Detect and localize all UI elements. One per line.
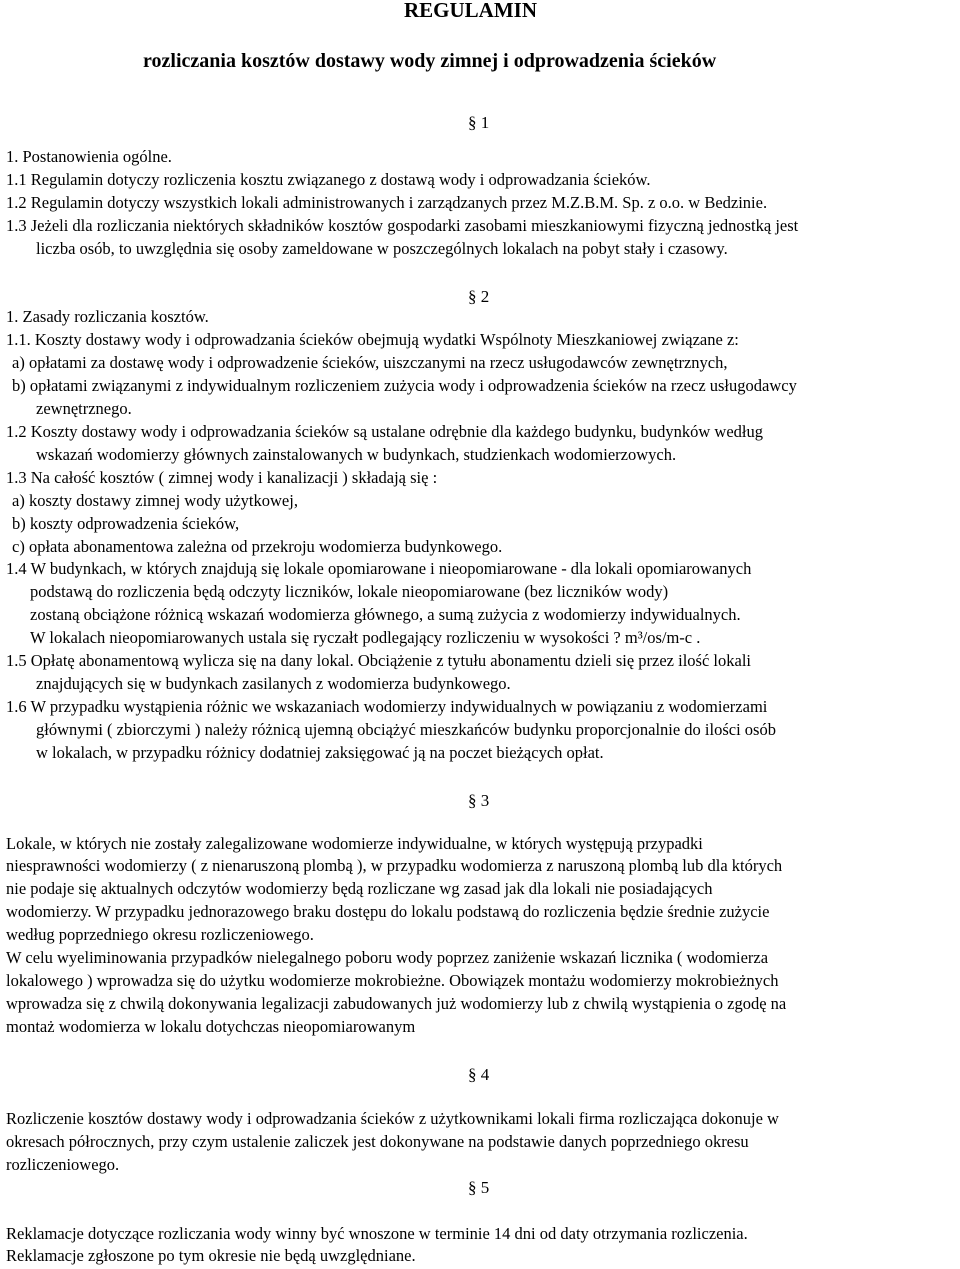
- section-heading-2: § 2: [468, 287, 490, 306]
- section-5-line: Reklamacje zgłoszone po tym okresie nie będą uwzględniane.: [6, 1246, 416, 1265]
- section-2-line: podstawą do rozliczenia będą odczyty liczników, lokale nieopomiarowane (bez liczników wody): [30, 582, 669, 601]
- section-2-line: 1.3 Na całość kosztów ( zimnej wody i kanalizacji ) składają się :: [6, 468, 438, 487]
- section-2-line: 1.2 Koszty dostawy wody i odprowadzania ścieków są ustalane odrębnie dla każdego budynku, budynków według: [6, 422, 763, 441]
- section-3-line: Lokale, w których nie zostały zalegalizowane wodomierze indywidualne, w których występują przypadki: [6, 834, 703, 853]
- section-3-line: lokalowego ) wprowadza się do użytku wodomierze mokrobieżne. Obowiązek montażu wodomierzy mokrobieżnych: [6, 971, 779, 990]
- section-1-line: 1. Postanowienia ogólne.: [6, 147, 172, 166]
- section-2-line: b) opłatami związanymi z indywidualnym rozliczeniem zużycia wody i odprowadzenia ścieków na rzecz usługodawcy: [12, 376, 797, 395]
- section-2-line: b) koszty odprowadzenia ścieków,: [12, 514, 240, 533]
- section-1-line: liczba osób, to uwzględnia się osoby zameldowane w poszczególnych lokalach na pobyt stały i czasowy.: [36, 239, 728, 258]
- section-heading-4: § 4: [468, 1065, 490, 1084]
- section-3-line: montaż wodomierza w lokalu dotychczas nieopomiarowanym: [6, 1017, 416, 1036]
- section-2-line: a) koszty dostawy zimnej wody użytkowej,: [12, 491, 298, 510]
- section-1-line: 1.3 Jeżeli dla rozliczania niektórych składników kosztów gospodarki zasobami mieszkaniowymi fizyczną jednostką jest: [6, 216, 799, 235]
- section-1-line: 1.1 Regulamin dotyczy rozliczenia kosztu związanego z dostawą wody i odprowadzania ścieków.: [6, 170, 651, 189]
- section-3-line: niesprawności wodomierzy ( z nienaruszoną plombą ), w przypadku wodomierza z naruszoną plombą lub dla których: [6, 856, 783, 875]
- section-2-line: 1.6 W przypadku wystąpienia różnic we wskazaniach wodomierzy indywidualnych w powiązaniu z wodomierzami: [6, 697, 768, 716]
- section-2-line: w lokalach, w przypadku różnicy dodatniej zaksięgować ją na poczet bieżących opłat.: [36, 743, 604, 762]
- section-2-line: zostaną obciążone różnicą wskazań wodomierza głównego, a sumą zużycia z wodomierzy indywidualnych.: [30, 605, 741, 624]
- section-3-line: według poprzedniego okresu rozliczeniowego.: [6, 925, 314, 944]
- section-2-line: 1.5 Opłatę abonamentową wylicza się na dany lokal. Obciążenie z tytułu abonamentu dzieli się przez ilość lokali: [6, 651, 751, 670]
- section-5-line: Reklamacje dotyczące rozliczania wody winny być wnoszone w terminie 14 dni od daty otrzymania rozliczenia.: [6, 1224, 748, 1243]
- section-2-line: zewnętrznego.: [36, 399, 132, 418]
- section-2-line: 1. Zasady rozliczania kosztów.: [6, 307, 209, 326]
- section-2-line: W lokalach nieopomiarowanych ustala się ryczałt podlegający rozliczeniu w wysokości ? m³/os/m-c .: [30, 628, 701, 647]
- section-2-line: c) opłata abonamentowa zależna od przekroju wodomierza budynkowego.: [12, 537, 503, 556]
- section-2-line: znajdujących się w budynkach zasilanych z wodomierza budynkowego.: [36, 674, 511, 693]
- section-1-line: 1.2 Regulamin dotyczy wszystkich lokali administrowanych i zarządzanych przez M.Z.B.M. Sp. z o.o. w Bedzinie.: [6, 193, 768, 212]
- section-heading-3: § 3: [468, 791, 490, 810]
- section-4-line: rozliczeniowego.: [6, 1155, 120, 1174]
- section-3-line: wprowadza się z chwilą dokonywania legalizacji zabudowanych już wodomierzy lub z chwilą wystąpienia o zgodę na: [6, 994, 787, 1013]
- section-4-line: okresach półrocznych, przy czym ustalenie zaliczek jest dokonywane na podstawie danych poprzedniego okresu: [6, 1132, 749, 1151]
- section-2-line: 1.1. Koszty dostawy wody i odprowadzania ścieków obejmują wydatki Wspólnoty Mieszkaniowej związane z:: [6, 330, 739, 349]
- section-4-line: Rozliczenie kosztów dostawy wody i odprowadzania ścieków z użytkownikami lokali firma rozliczająca dokonuje w: [6, 1109, 779, 1128]
- section-heading-5: § 5: [468, 1178, 490, 1197]
- section-2-line: 1.4 W budynkach, w których znajdują się lokale opomiarowane i nieopomiarowane - dla lokali opomiarowanych: [6, 559, 752, 578]
- document-title: REGULAMIN: [404, 0, 538, 22]
- section-heading-1: § 1: [468, 113, 490, 132]
- section-3-line: wodomierzy. W przypadku jednorazowego braku dostępu do lokalu podstawą do rozliczenia będzie średnie zużycie: [6, 902, 770, 921]
- document-subtitle: rozliczania kosztów dostawy wody zimnej i odprowadzenia ścieków: [143, 50, 717, 72]
- section-3-line: W celu wyeliminowania przypadków nielegalnego poboru wody poprzez zaniżenie wskazań licznika ( wodomierza: [6, 948, 769, 967]
- section-3-line: nie podaje się aktualnych odczytów wodomierzy będą rozliczane wg zasad jak dla lokali nie posiadających: [6, 879, 713, 898]
- section-2-line: a) opłatami za dostawę wody i odprowadzenie ścieków, uiszczanymi na rzecz usługodawców zewnętrznych,: [12, 353, 728, 372]
- section-2-line: wskazań wodomierzy głównych zainstalowanych w budynkach, studzienkach wodomierzowych.: [36, 445, 677, 464]
- section-2-line: głównymi ( zbiorczymi ) należy różnicą ujemną obciążyć mieszkańców budynku proporcjonalnie do ilości osób: [36, 720, 776, 739]
